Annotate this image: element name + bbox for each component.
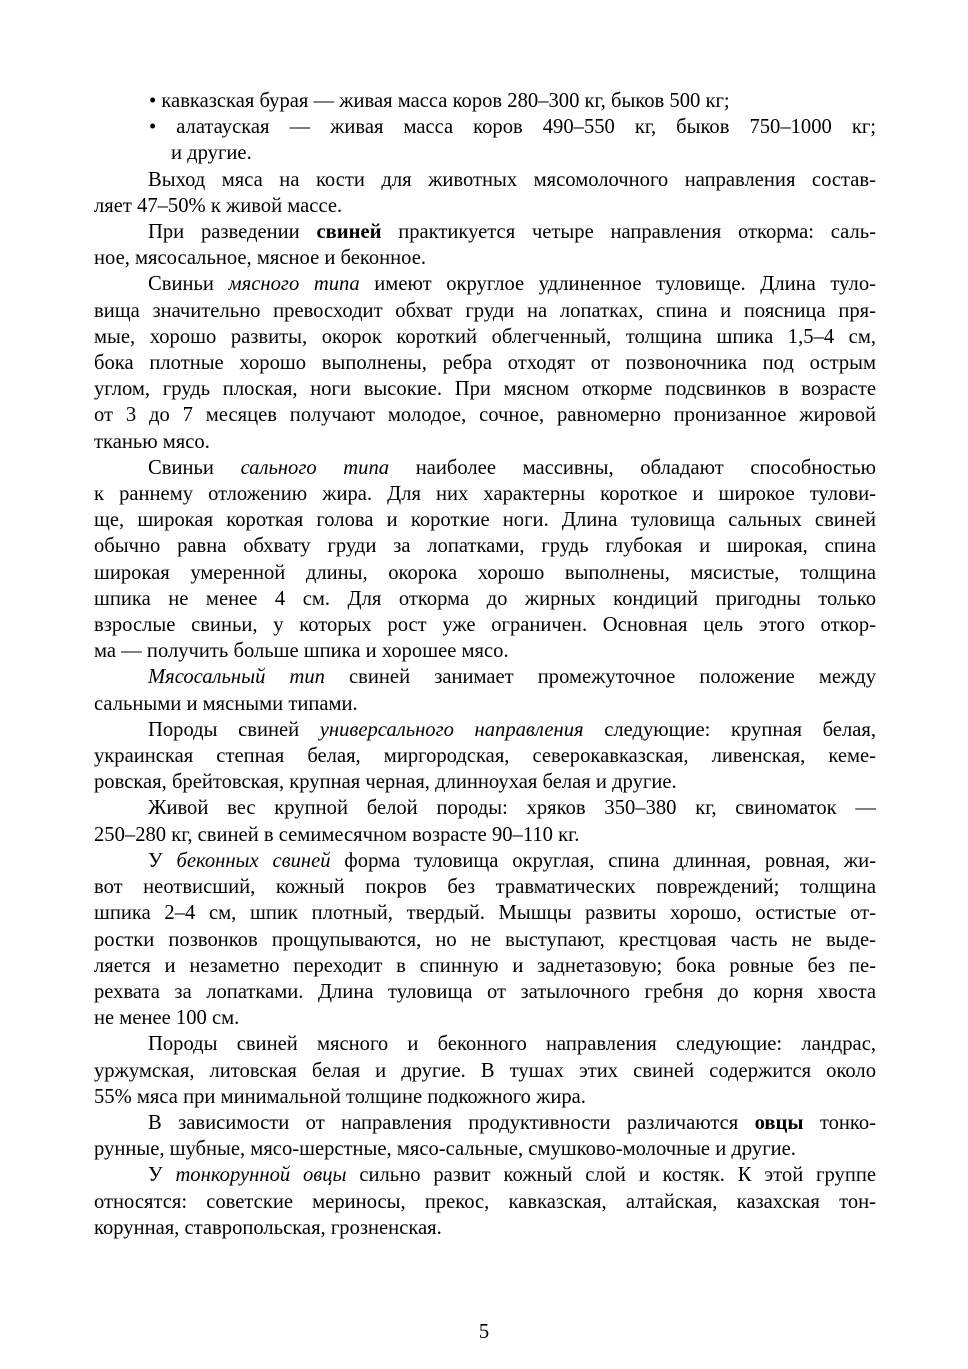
text-line: [94, 429, 876, 455]
text-line: [94, 481, 876, 507]
text-run: уржумская, литовская белая и другие. В тушах этих свиней содержится около: [94, 1059, 876, 1082]
paragraph: [94, 1162, 876, 1241]
italic-term: беконных свиней: [176, 849, 331, 872]
text-run: Породы свиней мясного и беконного направления следующие: ландрас,: [148, 1033, 876, 1056]
paragraph: [94, 848, 876, 1031]
text-run: рехвата за лопатками. Длина туловища от затылочного гребня до корня хвоста: [94, 980, 876, 1003]
bullet-line: • кавказская бурая — живая масса коров 280–300 кг, быков 500 кг;: [149, 90, 730, 112]
text-run: к раннему отложению жира. Для них характерны короткое и широкое тулови-: [94, 483, 876, 506]
text-run: ровская, брейтовская, крупная черная, длинноухая белая и другие.: [94, 771, 677, 794]
text-line: [94, 900, 876, 926]
text-line: [94, 1005, 876, 1031]
text-run: углом, грудь плоская, ноги высокие. При мясном откорме подсвинков в возрасте: [94, 378, 876, 401]
text-line: [94, 507, 876, 533]
text-line: [94, 664, 876, 690]
text-line: [94, 638, 876, 664]
text-run: Живой вес крупной белой породы: хряков 350–380 кг, свиноматок —: [148, 797, 876, 820]
text-line: [94, 1084, 876, 1110]
italic-term: тонкорунной овцы: [175, 1164, 347, 1187]
text-run: 250–280 кг, свиней в семимесячном возрасте 90–110 кг.: [94, 823, 580, 846]
bullet-line: и другие.: [171, 142, 252, 165]
text-line: [94, 271, 876, 297]
text-run: широкая умеренной длины, окорока хорошо выполнены, мясистые, толщина: [94, 561, 876, 584]
bullet-item: [149, 114, 876, 166]
italic-term: мясного типа: [228, 273, 360, 296]
text-run: корунная, ставропольская, грозненская.: [94, 1216, 442, 1239]
text-line: [94, 193, 876, 219]
text-line: [94, 953, 876, 979]
document-page: [94, 88, 876, 1241]
text-run: вища значительно превосходит обхват груди на лопатках, спина и поясница пря-: [94, 299, 876, 322]
text-run: Выход мяса на кости для животных мясомолочного направления состав-: [148, 168, 876, 191]
italic-term: Мясосальный тип: [148, 666, 325, 689]
text-line: [94, 795, 876, 821]
text-run: следующие: крупная белая,: [583, 718, 876, 741]
text-run: имеют округлое удлиненное туловище. Длина туло-: [359, 273, 876, 296]
text-run: свиней занимает промежуточное положение между: [324, 666, 877, 689]
paragraph: [94, 455, 876, 665]
text-run: практикуется четыре направления откорма: саль-: [381, 221, 876, 244]
text-line: [94, 455, 876, 481]
text-run: тканью мясо.: [94, 430, 210, 453]
paragraph: [94, 167, 876, 219]
text-run: ляет 47–50% к живой массе.: [94, 194, 343, 217]
text-line: [94, 612, 876, 638]
text-run: обычно равна обхвату груди за лопатками, грудь глубокая и широкая, спина: [94, 535, 876, 558]
paragraph: [94, 795, 876, 847]
italic-term: сального типа: [240, 456, 390, 479]
text-run: относятся: советские мериносы, прекос, кавказская, алтайская, казахская тон-: [94, 1190, 876, 1213]
text-line: [94, 533, 876, 559]
text-line: [94, 691, 876, 717]
text-line: [94, 979, 876, 1005]
text-line: [94, 245, 876, 271]
text-run: не менее 100 см.: [94, 1007, 240, 1030]
text-line: [94, 769, 876, 795]
text-line: [94, 1162, 876, 1188]
paragraph: [94, 271, 876, 454]
text-line: [94, 1031, 876, 1057]
text-line: [94, 402, 876, 428]
body-text: [94, 167, 876, 1241]
text-run: сильно развит кожный слой и костяк. К этой группе: [346, 1164, 877, 1187]
text-line: [94, 324, 876, 350]
text-run: наиболее массивны, обладают способностью: [389, 456, 876, 479]
text-run: При разведении: [148, 221, 317, 244]
text-line: [94, 874, 876, 900]
text-line: [94, 560, 876, 586]
text-line: [94, 1189, 876, 1215]
text-run: мые, хорошо развиты, окорок короткий облегченный, толщина шпика 1,5–4 см,: [94, 325, 876, 348]
text-run: рунные, шубные, мясо-шерстные, мясо-сальные, смушково-молочные и другие.: [94, 1138, 796, 1161]
page-number: 5: [478, 1321, 490, 1343]
text-line: [94, 1215, 876, 1241]
text-line: [94, 376, 876, 402]
text-run: ростки позвонков прощупываются, но не выступают, крестцовая часть не выде-: [94, 928, 876, 951]
text-line: [94, 822, 876, 848]
text-run: У: [148, 849, 177, 872]
text-line: [94, 1110, 876, 1136]
text-line: [94, 848, 876, 874]
text-run: Свиньи: [148, 273, 229, 296]
text-run: тонко-: [803, 1111, 876, 1134]
text-run: Породы свиней: [148, 718, 320, 741]
text-line: [94, 219, 876, 245]
text-line: [94, 743, 876, 769]
text-run: ляется и незаметно переходит в спинную и заднетазовую; бока ровные без пе-: [94, 954, 876, 977]
text-run: украинская степная белая, миргородская, северокавказская, ливенская, кеме-: [94, 745, 876, 768]
bullet-list: [149, 88, 876, 167]
text-run: 55% мяса при минимальной толщине подкожного жира.: [94, 1085, 586, 1108]
paragraph: [94, 1110, 876, 1162]
text-run: Свиньи: [148, 456, 241, 479]
text-run: В зависимости от направления продуктивности различаются: [148, 1111, 755, 1134]
text-run: шпика не менее 4 см. Для откорма до жирных кондиций пригодны только: [94, 587, 876, 610]
text-line: [94, 927, 876, 953]
text-run: ма — получить больше шпика и хорошее мясо.: [94, 640, 509, 663]
text-line: [94, 350, 876, 376]
italic-term: универсального направления: [319, 718, 584, 741]
text-run: взрослые свиньи, у которых рост уже ограничен. Основная цель этого откор-: [94, 614, 876, 637]
text-run: У: [148, 1164, 176, 1187]
paragraph: [94, 717, 876, 796]
text-run: бока плотные хорошо выполнены, ребра отходят от позвоночника под острым: [94, 352, 876, 375]
text-run: шпика 2–4 см, шпик плотный, твердый. Мышцы развиты хорошо, остистые от-: [94, 902, 876, 925]
text-run: вот неотвисший, кожный покров без травматических повреждений; толщина: [94, 876, 876, 899]
bullet-item: [149, 88, 876, 114]
bold-term: свиней: [316, 221, 382, 244]
text-run: от 3 до 7 месяцев получают молодое, сочное, равномерно пронизанное жировой: [94, 404, 876, 427]
text-line: [94, 1136, 876, 1162]
text-line: [94, 167, 876, 193]
text-run: ще, широкая короткая голова и короткие ноги. Длина туловища сальных свиней: [94, 509, 876, 532]
paragraph: [94, 219, 876, 271]
text-run: сальными и мясными типами.: [94, 692, 358, 715]
text-line: [94, 1058, 876, 1084]
text-line: [94, 586, 876, 612]
text-run: ное, мясосальное, мясное и беконное.: [94, 247, 427, 270]
bullet-line: • алатауская — живая масса коров 490–550 кг, быков 750–1000 кг;: [149, 116, 876, 139]
bold-term: овцы: [754, 1111, 804, 1134]
text-line: [94, 298, 876, 324]
paragraph: [94, 664, 876, 716]
text-line: [94, 717, 876, 743]
text-run: форма туловища округлая, спина длинная, ровная, жи-: [330, 849, 876, 872]
paragraph: [94, 1031, 876, 1110]
